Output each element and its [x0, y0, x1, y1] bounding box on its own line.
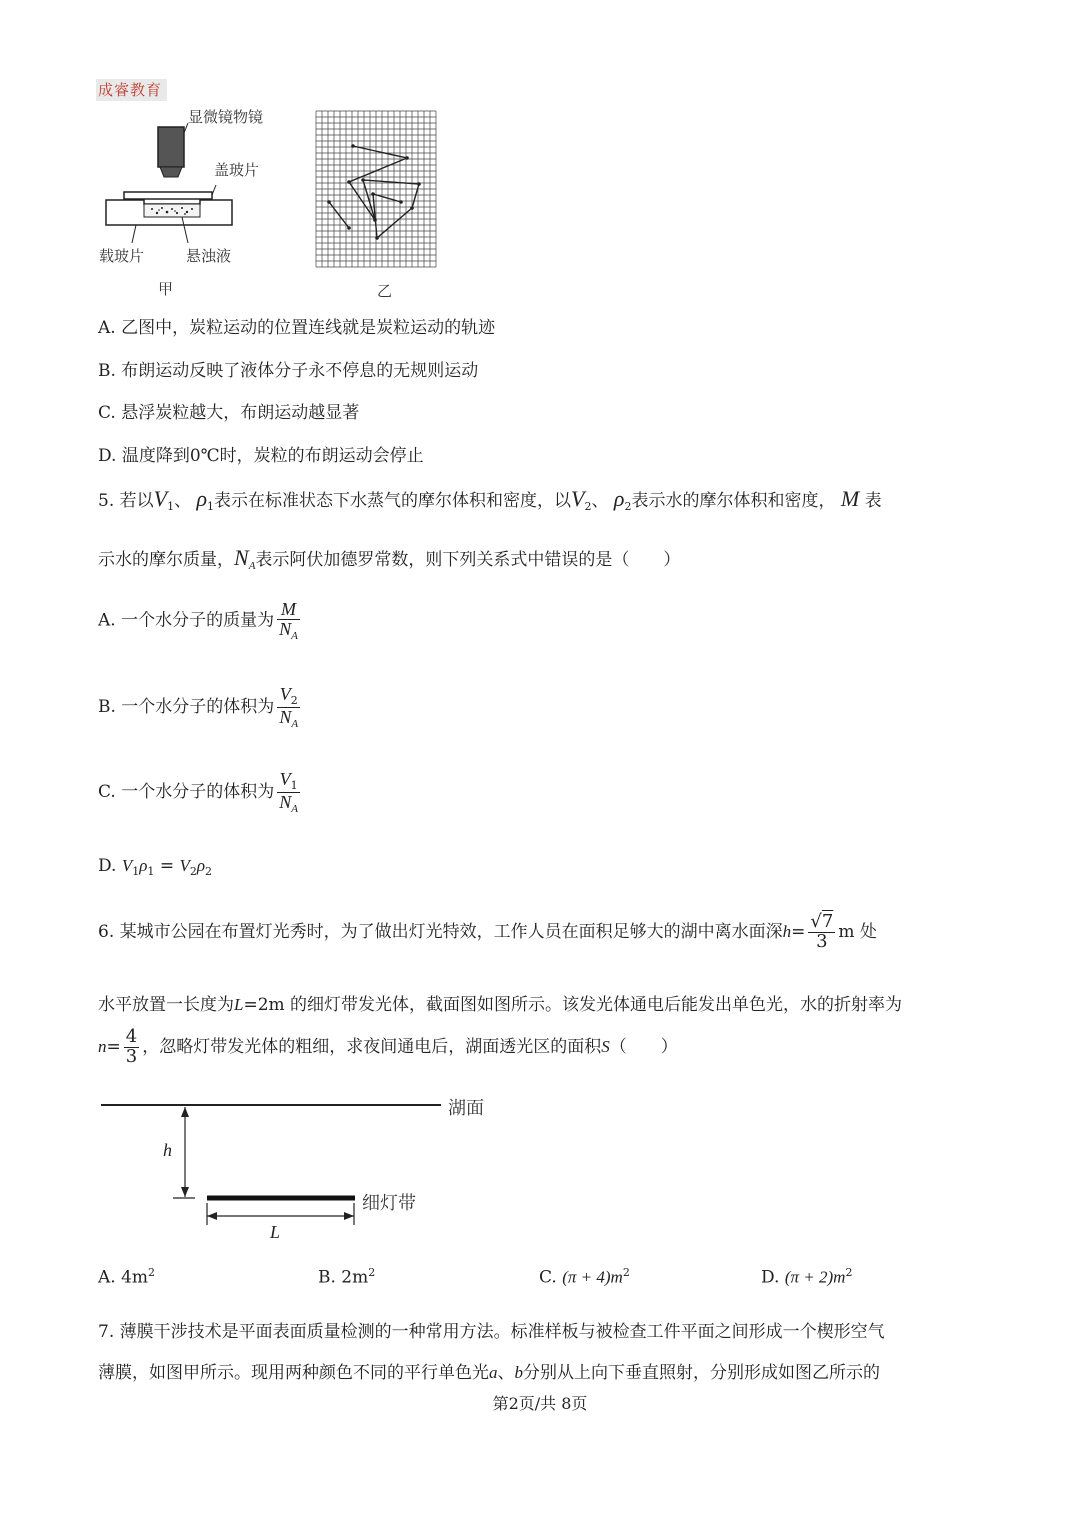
q5-stem-line1: 5. 若以$V_1$、 $\rho_1$表示在标准状态下水蒸气的摩尔体积和密度，以$V_2$、 $\rho_2$表示水的摩尔体积和密度， M 表	[98, 486, 882, 513]
q4-option-b: B. 布朗运动反映了液体分子永不停息的无规则运动	[98, 361, 479, 381]
q5-stem-line2: 示水的摩尔质量，$N_A$表示阿伏加德罗常数，则下列关系式中错误的是（ ）	[98, 545, 681, 572]
suspension	[144, 204, 200, 217]
light-strip-label: 细灯带	[362, 1193, 416, 1214]
q5-option-c: C. 一个水分子的体积为 $\frac{V_1}{N_A}$	[98, 769, 298, 815]
q6-option-b: B. $2m^2$	[318, 1266, 376, 1288]
q6-option-a: A. $4m^2$	[98, 1266, 156, 1288]
h-arrow-up	[181, 1107, 189, 1117]
q6-option-d: D. $(\pi + 2)m^2$	[761, 1266, 853, 1288]
cover-slip	[124, 192, 212, 199]
q5-option-b: B. 一个水分子的体积为 $\frac{V_2}{N_A}$	[98, 684, 299, 730]
slide-label: 载玻片	[99, 247, 145, 265]
suspension-label: 悬浊液	[186, 247, 232, 265]
objective-label: 显微镜物镜	[188, 108, 264, 126]
figure-yi-trajectory	[315, 110, 437, 268]
q6-stem-line3: n= $\frac{4}{3}$ ，忽略灯带发光体的粗细，求夜间通电后，湖面透光区的面积S（ ）	[98, 1026, 678, 1067]
h-arrow-down	[181, 1187, 189, 1197]
q6-stem-line1: 6. 某城市公园在布置灯光秀时，为了做出灯光特效，工作人员在面积足够大的湖中离水面深h= $\frac{√7}{3}$ m 处	[98, 911, 877, 952]
particle-path	[349, 146, 419, 238]
q4-option-d: D. 温度降到0℃时，炭粒的布朗运动会停止	[98, 446, 424, 466]
q5-option-a: A. 一个水分子的质量为 $\frac{M}{N_A}$	[98, 599, 298, 642]
figure-jia-caption: 甲	[158, 280, 174, 298]
particle-positions	[327, 144, 421, 240]
q7-stem-line2: 薄膜，如图甲所示。现用两种颜色不同的平行单色光a、b分别从上向下垂直照射，分别形成如图乙所示的	[98, 1363, 880, 1383]
q6-option-c: C. $(\pi + 4)m^2$	[539, 1266, 630, 1288]
l-label: L	[270, 1222, 281, 1242]
h-label: h	[163, 1140, 172, 1160]
figure-yi-caption: 乙	[377, 282, 393, 300]
page-footer: 第2页/共 8页	[492, 1394, 588, 1413]
q6-stem-line2: 水平放置一长度为L=2m 的细灯带发光体，截面图如图所示。该发光体通电后能发出单色光，水的折射率为	[98, 995, 903, 1015]
q4-option-c: C. 悬浮炭粒越大，布朗运动越显著	[98, 403, 360, 423]
objective-lens	[158, 127, 184, 167]
q5-option-d: D. $V_1\rho_1 = V_2\rho_2$	[98, 856, 213, 878]
brand-watermark: 成睿教育	[96, 79, 167, 101]
q4-option-a: A. 乙图中，炭粒运动的位置连线就是炭粒运动的轨迹	[98, 318, 496, 338]
lake-surface-label: 湖面	[448, 1098, 484, 1119]
cover-slip-label: 盖玻片	[214, 161, 260, 179]
objective-tip	[160, 167, 182, 177]
figure-jia-microscope	[96, 105, 286, 300]
q7-stem-line1: 7. 薄膜干涉技术是平面表面质量检测的一种常用方法。标准样板与被检查工件平面之间形成一个楔形空气	[98, 1322, 885, 1342]
